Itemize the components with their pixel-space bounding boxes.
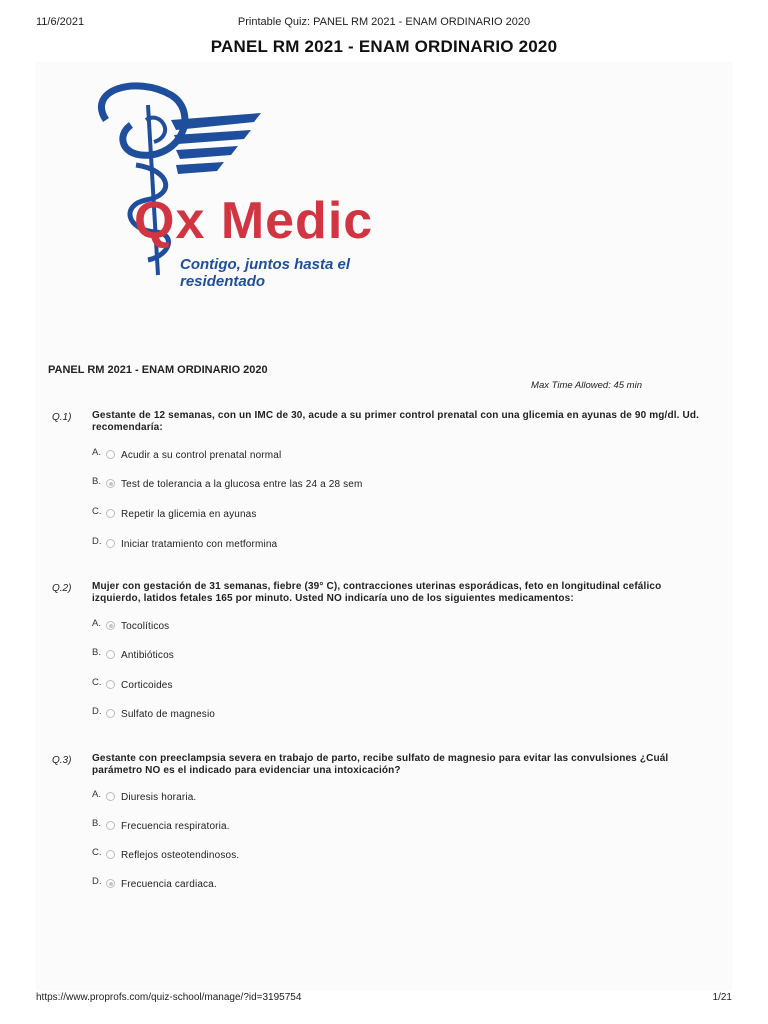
answer-text: Frecuencia respiratoria. xyxy=(121,821,230,832)
radio-button[interactable] xyxy=(106,821,115,830)
answer-text: Antibióticos xyxy=(121,650,174,661)
answer-text: Frecuencia cardiaca. xyxy=(121,879,217,890)
qx-medic-logo xyxy=(76,80,436,290)
radio-button-selected[interactable] xyxy=(106,879,115,888)
answer-letter: C. xyxy=(92,847,102,858)
answer-letter: B. xyxy=(92,647,101,658)
logo-tagline: Contigo, juntos hasta el residentado xyxy=(180,256,351,290)
answer-letter: A. xyxy=(92,618,101,629)
answer-letter: D. xyxy=(92,876,102,887)
answer-text: Repetir la glicemia en ayunas xyxy=(121,509,257,520)
answer-text: Acudir a su control prenatal normal xyxy=(121,450,282,461)
radio-button[interactable] xyxy=(106,539,115,548)
answer-text: Corticoides xyxy=(121,680,173,691)
answer-letter: D. xyxy=(92,536,102,547)
answer-letter: C. xyxy=(92,677,102,688)
answer-letter: A. xyxy=(92,789,101,800)
radio-button[interactable] xyxy=(106,792,115,801)
question-text: Gestante con preeclampsia severa en trabajo de parto, recibe sulfato de magnesio para evitar las convulsiones ¿Cuál parámetro NO es el indicado para evidenciar una intoxicación? xyxy=(92,753,669,776)
quiz-name: PANEL RM 2021 - ENAM ORDINARIO 2020 xyxy=(48,364,268,376)
answer-text: Test de tolerancia a la glucosa entre las 24 a 28 sem xyxy=(121,479,363,490)
question-number: Q.2) xyxy=(52,583,72,594)
answer-text: Iniciar tratamiento con metformina xyxy=(121,539,278,550)
answer-text: Sulfato de magnesio xyxy=(121,709,216,720)
answer-letter: A. xyxy=(92,447,101,458)
radio-button[interactable] xyxy=(106,509,115,518)
svg-text:Qx Medic: Qx Medic xyxy=(134,192,374,250)
question-number: Q.3) xyxy=(52,755,72,766)
answer-text: Diuresis horaria. xyxy=(121,792,197,803)
radio-button-selected[interactable] xyxy=(106,479,115,488)
answer-letter: C. xyxy=(92,506,102,517)
question-text: Gestante de 12 semanas, con un IMC de 30, acude a su primer control prenatal con una glicemia en ayunas de 90 mg/dl. Ud. recomendaría: xyxy=(92,410,700,433)
page-title: PANEL RM 2021 - ENAM ORDINARIO 2020 xyxy=(210,37,558,56)
page-url: https://www.proprofs.com/quiz-school/manage/?id=3195754 xyxy=(36,992,302,1003)
print-date: 11/6/2021 xyxy=(36,16,85,28)
question-text: Mujer con gestación de 31 semanas, fiebre (39° C), contracciones uterinas esporádicas, feto en longitudinal cefálico izquierdo, latidos fetales 165 por minuto. Usted NO indicaría uno de los siguientes medicamentos: xyxy=(92,581,662,604)
radio-button[interactable] xyxy=(106,650,115,659)
radio-button[interactable] xyxy=(106,680,115,689)
print-footer xyxy=(36,992,732,1006)
radio-button[interactable] xyxy=(106,709,115,718)
time-allowed: Max Time Allowed: 45 min xyxy=(531,380,642,391)
brand-wordmark xyxy=(134,190,434,250)
answer-text: Tocolíticos xyxy=(121,621,170,632)
print-page-title: Printable Quiz: PANEL RM 2021 - ENAM ORDINARIO 2020 xyxy=(237,16,531,28)
answer-letter: B. xyxy=(92,818,101,829)
radio-button-selected[interactable] xyxy=(106,621,115,630)
question-number: Q.1) xyxy=(52,412,72,423)
answer-letter: D. xyxy=(92,706,102,717)
radio-button[interactable] xyxy=(106,450,115,459)
answer-text: Reflejos osteotendinosos. xyxy=(121,850,240,861)
page-number: 1/21 xyxy=(712,992,732,1003)
quiz-sheet xyxy=(36,62,732,990)
radio-button[interactable] xyxy=(106,850,115,859)
answer-letter: B. xyxy=(92,476,101,487)
print-header xyxy=(36,16,732,32)
logo-brand xyxy=(134,190,434,262)
